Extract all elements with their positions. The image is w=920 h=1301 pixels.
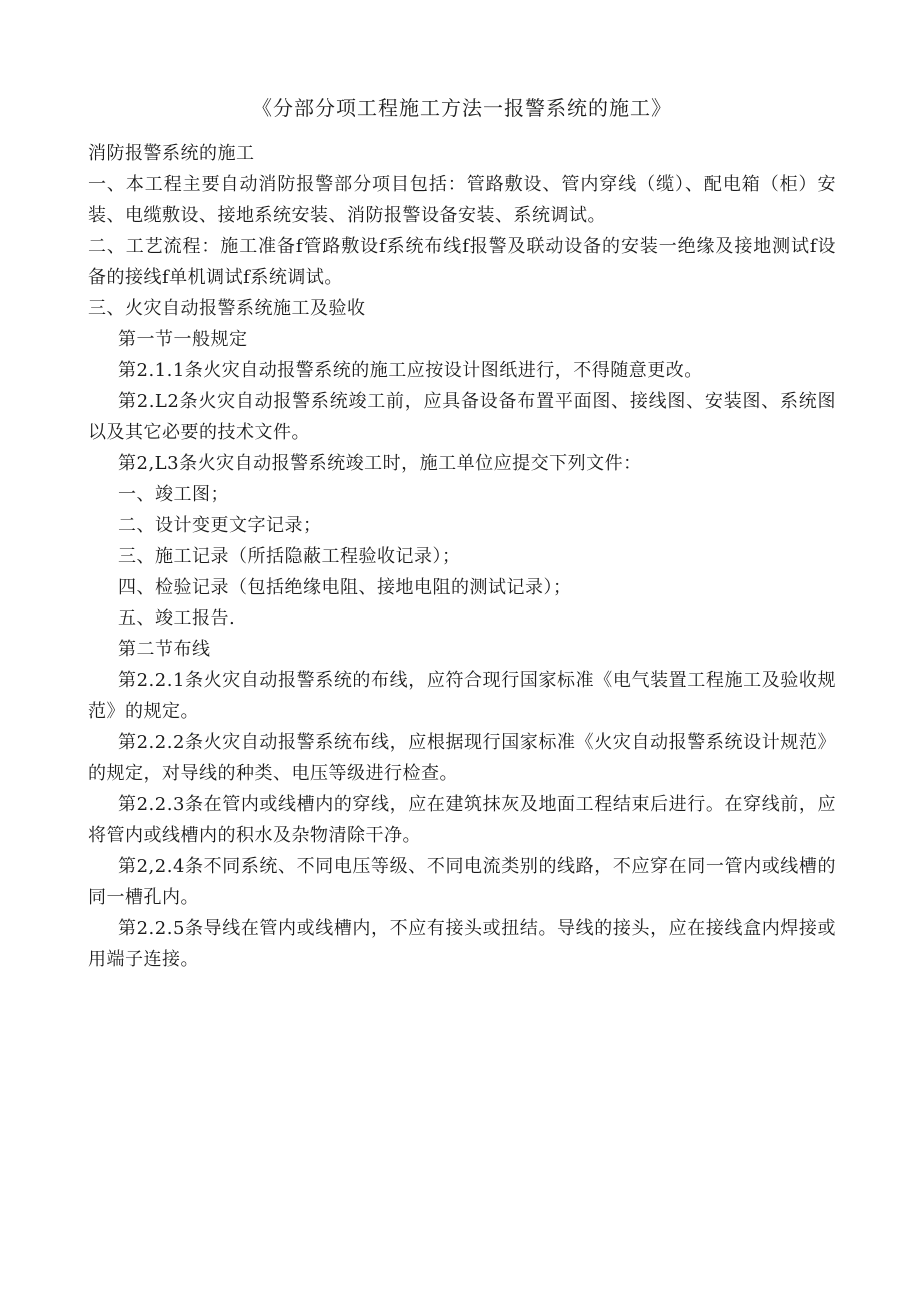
subsection-heading: 第二节布线 — [118, 639, 211, 660]
clause-paragraph: 第2.2.5条导线在管内或线槽内，不应有接头或扭结。导线的接头，应在接线盒内焊接或用端子连接。 — [88, 918, 836, 970]
clause-paragraph: 第2.L2条火灾自动报警系统竣工前，应具备设备布置平面图、接线图、安装图、系统图以及其它必要的技术文件。 — [88, 391, 836, 443]
list-item: 三、施工记录（所括隐蔽工程验收记录）； — [118, 546, 461, 567]
document-title: 《分部分项工程施工方法一报警系统的施工》 — [252, 96, 672, 120]
clause-paragraph: 第2.2.2条火灾自动报警系统布线，应根据现行国家标准《火灾自动报警系统设计规范》的规定，对导线的种类、电压等级进行检查。 — [88, 732, 836, 784]
document-body — [88, 138, 836, 975]
list-item: 五、竣工报告. — [118, 608, 236, 629]
paragraph: 二、工艺流程：施工准备f管路敷设f系统布线f报警及联动设备的安装一绝缘及接地测试f设备的接线f单机调试f系统调试。 — [88, 236, 836, 288]
clause-paragraph: 第2,2.4条不同系统、不同电压等级、不同电流类别的线路，不应穿在同一管内或线槽的同一槽孔内。 — [88, 856, 836, 908]
section-heading: 三、火灾自动报警系统施工及验收 — [88, 298, 366, 319]
list-item: 一、竣工图； — [118, 484, 229, 505]
clause-paragraph: 第2,L3条火灾自动报警系统竣工时，施工单位应提交下列文件： — [118, 453, 642, 474]
clause-paragraph: 第2.2.1条火灾自动报警系统的布线，应符合现行国家标准《电气装置工程施工及验收规范》的规定。 — [88, 670, 836, 722]
clause-paragraph: 第2.1.1条火灾自动报警系统的施工应按设计图纸进行，不得随意更改。 — [118, 360, 703, 381]
paragraph: 一、本工程主要自动消防报警部分项目包括：管路敷设、管内穿线（缆）、配电箱（柜）安装、电缆敷设、接地系统安装、消防报警设备安装、系统调试。 — [88, 174, 836, 226]
list-item: 四、检验记录（包括绝缘电阻、接地电阻的测试记录）； — [118, 577, 572, 598]
list-item: 二、设计变更文字记录； — [118, 515, 322, 536]
subsection-heading: 第一节一般规定 — [118, 329, 248, 350]
document-page — [88, 92, 836, 975]
clause-paragraph: 第2.2.3条在管内或线槽内的穿线，应在建筑抹灰及地面工程结束后进行。在穿线前，应将管内或线槽内的积水及杂物清除干净。 — [88, 794, 836, 846]
paragraph: 消防报警系统的施工 — [88, 143, 255, 164]
